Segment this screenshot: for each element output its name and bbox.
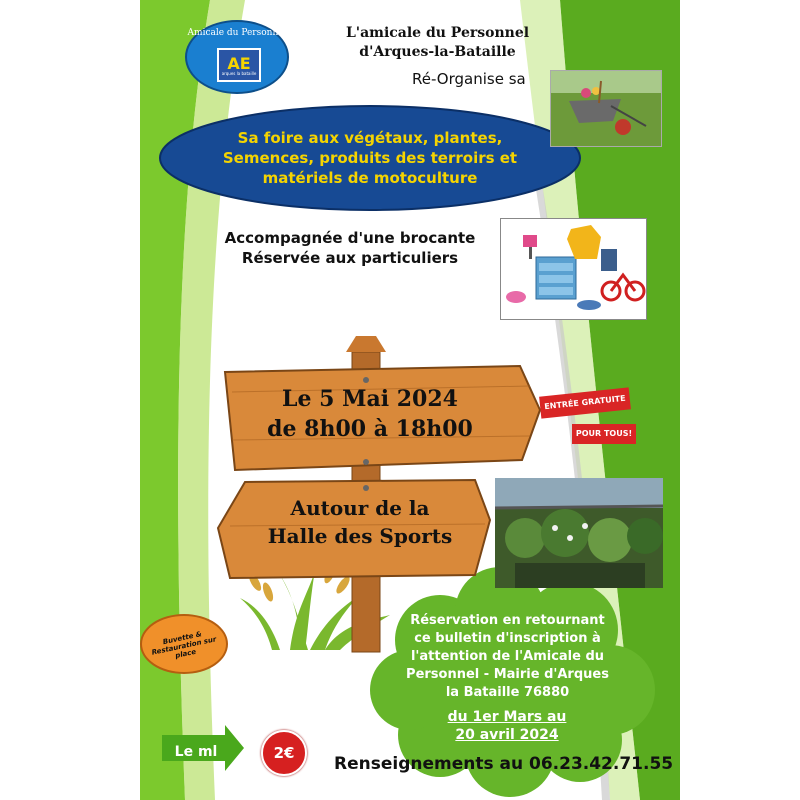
free-entry-ribbon: ENTRÉE GRATUITE: [539, 387, 631, 418]
event-location: [235, 494, 485, 550]
price-badge: 2€: [261, 730, 307, 776]
reservation-line-4: Personnel - Mairie d'Arques: [406, 667, 609, 682]
reservation-line-3: l'attention de l'Amicale du: [410, 649, 605, 664]
logo-emblem-letters: AE: [227, 54, 251, 73]
event-location-line-2: Halle des Sports: [267, 524, 453, 548]
brocante-line-2: Réservée aux particuliers: [241, 249, 459, 267]
event-date: [240, 384, 500, 444]
reservation-date-line-2: 20 avril 2024: [455, 727, 559, 743]
organization-title: [320, 24, 555, 62]
org-line-2: d'Arques-la-Bataille: [359, 44, 516, 60]
logo-emblem: [217, 48, 261, 82]
poster: [140, 0, 680, 800]
reservation-line-1: Réservation en retournant: [410, 613, 605, 628]
buvette-badge: [140, 614, 228, 674]
brocante-text: [200, 228, 500, 268]
price-unit-label: Le ml: [174, 744, 218, 760]
buvette-text: Buvette & Restauration sur place: [150, 630, 217, 660]
org-line-1: L'amicale du Personnel: [345, 25, 530, 41]
banner-line-3: matériels de motoculture: [262, 169, 478, 187]
event-location-line-1: Autour de la: [290, 496, 430, 520]
reservation-line-2: ce bulletin d'inscription à: [414, 631, 601, 646]
reservation-text: [395, 612, 620, 702]
plants-photo: [495, 478, 663, 588]
event-date-line-2: de 8h00 à 18h00: [267, 416, 473, 442]
nail: [363, 459, 369, 465]
reservation-dates: [402, 708, 612, 744]
banner: [160, 100, 580, 210]
brocante-line-1: Accompagnée d'une brocante: [224, 229, 476, 247]
reservation-line-5: la Bataille 76880: [445, 685, 570, 700]
nail: [363, 377, 369, 383]
logo-ring-text: Amicale du Personnel: [187, 28, 287, 38]
contact-info: Renseignements au 06.23.42.71.55: [334, 754, 674, 774]
amicale-logo: [185, 20, 289, 94]
reservation-date-line-1: du 1er Mars au: [447, 709, 567, 725]
nail: [363, 485, 369, 491]
logo-emblem-caption: arques la bataille: [221, 71, 257, 76]
banner-text: [200, 128, 540, 188]
banner-line-1: Sa foire aux végétaux, plantes,: [237, 129, 503, 147]
brocante-illustration: [500, 218, 647, 320]
banner-line-2: Semences, produits des terroirs et: [222, 149, 518, 167]
for-all-ribbon: POUR TOUS!: [572, 424, 636, 444]
sign-post-top: [346, 336, 386, 352]
event-date-line-1: Le 5 Mai 2024: [282, 386, 458, 412]
reorganise-text: Ré-Organise sa: [412, 70, 526, 88]
